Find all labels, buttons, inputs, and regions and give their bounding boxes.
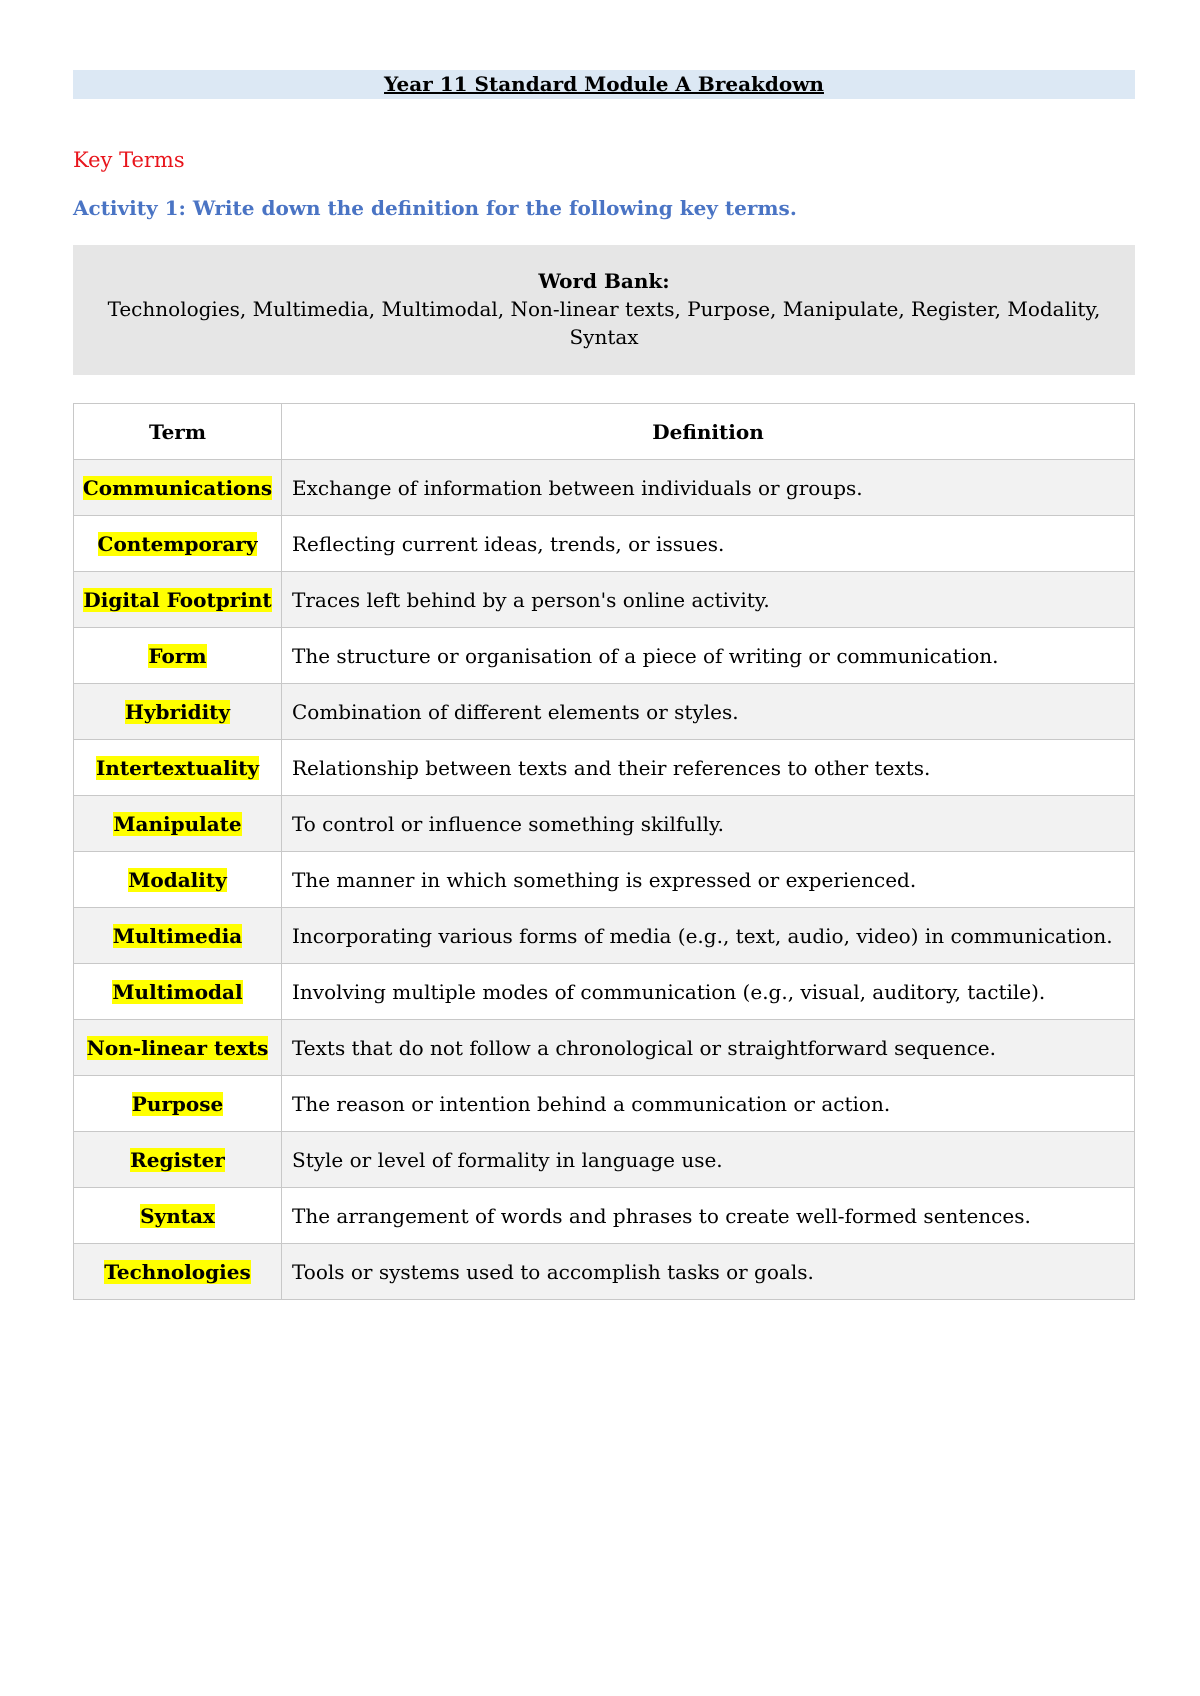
term-cell bbox=[74, 964, 282, 1020]
term-cell bbox=[74, 1188, 282, 1244]
table-row bbox=[74, 460, 1135, 516]
highlighted-term: Hybridity bbox=[124, 699, 231, 724]
term-cell bbox=[74, 1244, 282, 1300]
header-definition: Definition bbox=[282, 404, 1135, 460]
highlighted-term: Digital Footprint bbox=[83, 587, 272, 612]
title-bar bbox=[73, 70, 1135, 99]
highlighted-term: Multimedia bbox=[112, 923, 243, 948]
term-cell bbox=[74, 796, 282, 852]
table-row bbox=[74, 1020, 1135, 1076]
document-title: Year 11 Standard Module A Breakdown bbox=[384, 72, 824, 96]
table-row bbox=[74, 908, 1135, 964]
document-page bbox=[73, 70, 1135, 1300]
definition-cell: Traces left behind by a person's online activity. bbox=[282, 572, 1135, 628]
definition-cell: The reason or intention behind a communication or action. bbox=[282, 1076, 1135, 1132]
term-cell bbox=[74, 740, 282, 796]
table-row bbox=[74, 1244, 1135, 1300]
table-row bbox=[74, 964, 1135, 1020]
definition-cell: The manner in which something is expressed or experienced. bbox=[282, 852, 1135, 908]
highlighted-term: Form bbox=[148, 643, 207, 668]
definition-cell: Involving multiple modes of communication (e.g., visual, auditory, tactile). bbox=[282, 964, 1135, 1020]
word-bank-box bbox=[73, 245, 1135, 375]
term-cell bbox=[74, 852, 282, 908]
definition-cell: Style or level of formality in language use. bbox=[282, 1132, 1135, 1188]
table-row bbox=[74, 572, 1135, 628]
term-cell bbox=[74, 572, 282, 628]
definition-cell: Tools or systems used to accomplish tasks or goals. bbox=[282, 1244, 1135, 1300]
highlighted-term: Intertextuality bbox=[95, 755, 260, 780]
section-heading: Key Terms bbox=[73, 148, 185, 172]
term-cell bbox=[74, 516, 282, 572]
highlighted-term: Communications bbox=[82, 475, 273, 500]
header-term: Term bbox=[74, 404, 282, 460]
term-cell bbox=[74, 460, 282, 516]
definition-cell: Relationship between texts and their references to other texts. bbox=[282, 740, 1135, 796]
activity-instruction: Activity 1: Write down the definition for the following key terms. bbox=[73, 196, 797, 220]
highlighted-term: Multimodal bbox=[112, 979, 243, 1004]
definition-cell: Reflecting current ideas, trends, or issues. bbox=[282, 516, 1135, 572]
term-cell bbox=[74, 1076, 282, 1132]
highlighted-term: Contemporary bbox=[97, 531, 258, 556]
table-row bbox=[74, 516, 1135, 572]
definition-cell: The structure or organisation of a piece of writing or communication. bbox=[282, 628, 1135, 684]
highlighted-term: Modality bbox=[128, 867, 227, 892]
term-cell bbox=[74, 1132, 282, 1188]
definition-cell: The arrangement of words and phrases to create well-formed sentences. bbox=[282, 1188, 1135, 1244]
definition-cell: Incorporating various forms of media (e.g., text, audio, video) in communication. bbox=[282, 908, 1135, 964]
key-terms-table bbox=[73, 403, 1135, 1300]
definition-cell: Combination of different elements or styles. bbox=[282, 684, 1135, 740]
definition-cell: To control or influence something skilfully. bbox=[282, 796, 1135, 852]
highlighted-term: Non-linear texts bbox=[86, 1035, 269, 1060]
table-row bbox=[74, 796, 1135, 852]
table-row bbox=[74, 852, 1135, 908]
term-cell bbox=[74, 908, 282, 964]
table-row bbox=[74, 1076, 1135, 1132]
table-row bbox=[74, 628, 1135, 684]
definition-cell: Texts that do not follow a chronological or straightforward sequence. bbox=[282, 1020, 1135, 1076]
highlighted-term: Technologies bbox=[104, 1259, 251, 1284]
definition-cell: Exchange of information between individuals or groups. bbox=[282, 460, 1135, 516]
highlighted-term: Purpose bbox=[131, 1091, 224, 1116]
table-row bbox=[74, 740, 1135, 796]
highlighted-term: Manipulate bbox=[113, 811, 242, 836]
highlighted-term: Syntax bbox=[140, 1203, 215, 1228]
word-bank-words: Technologies, Multimedia, Multimodal, Non-linear texts, Purpose, Manipulate, Register, Modality, Syntax bbox=[107, 297, 1101, 349]
term-cell bbox=[74, 1020, 282, 1076]
word-bank-title: Word Bank: bbox=[538, 269, 670, 293]
table-row bbox=[74, 1132, 1135, 1188]
highlighted-term: Register bbox=[130, 1147, 225, 1172]
table-header-row bbox=[74, 404, 1135, 460]
term-cell bbox=[74, 628, 282, 684]
table-row bbox=[74, 684, 1135, 740]
table-row bbox=[74, 1188, 1135, 1244]
table-body bbox=[74, 460, 1135, 1300]
term-cell bbox=[74, 684, 282, 740]
